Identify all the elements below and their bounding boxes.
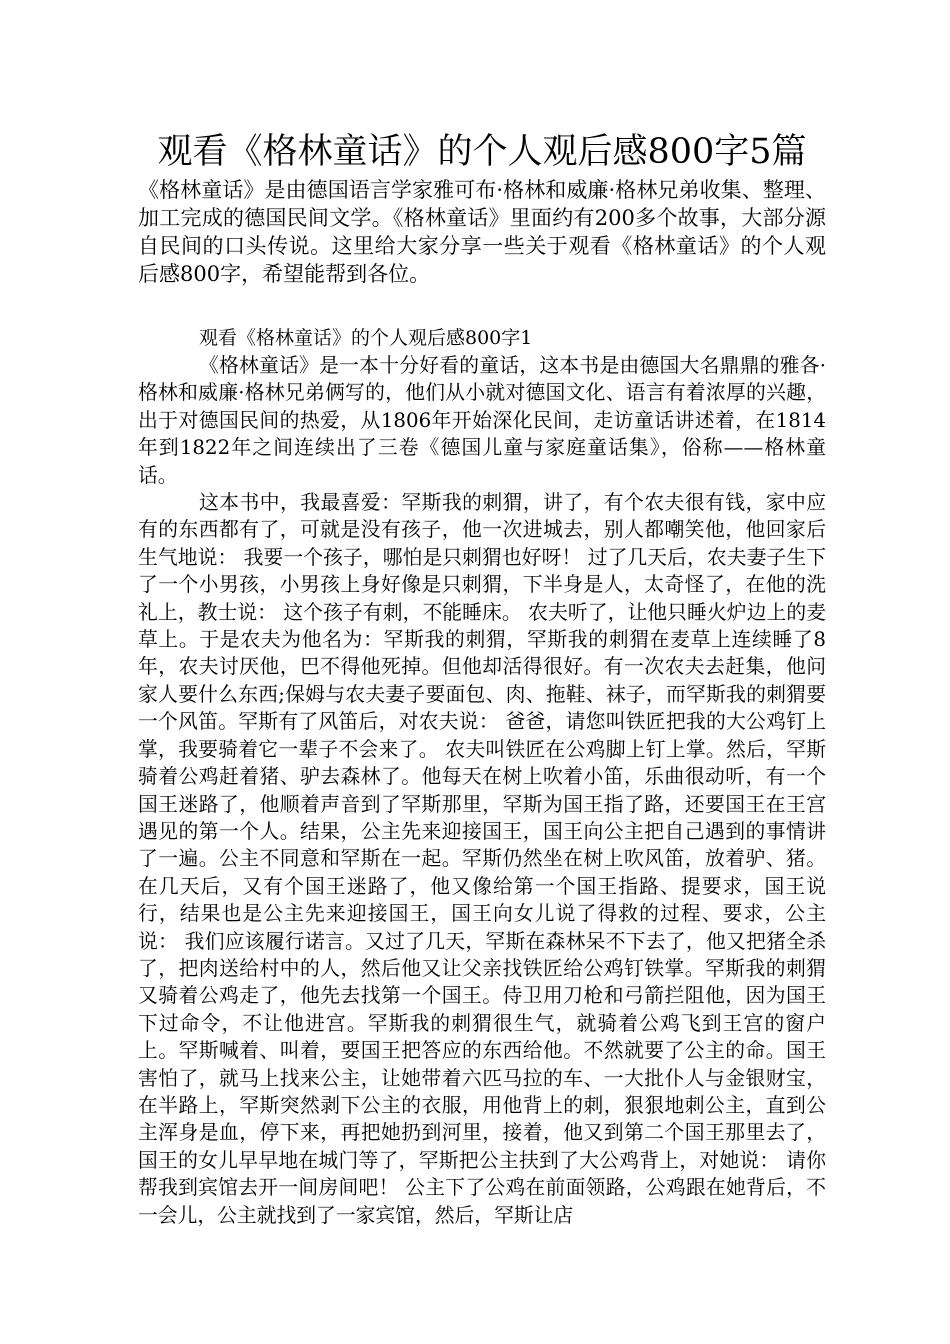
document-title: 观看《格林童话》的个人观后感800字5篇 bbox=[157, 132, 807, 172]
body-paragraph: 《格林童话》是一本十分好看的童话，这本书是由德国大名鼎鼎的雅各·格林和威廉·格林兄弟俩写的，他们从小就对德国文化、语言有着浓厚的兴趣，出于对德国民间的热爱，从1806年开始深化民间，走访童话讲述着，在1814年到1822年之间连续出了三卷《德国儿童与家庭童话集》，俗称——格林童话。 bbox=[138, 354, 826, 487]
section-heading: 观看《格林童话》的个人观后感800字1 bbox=[199, 327, 533, 349]
intro-paragraph: 《格林童话》是由德国语言学家雅可布·格林和威廉·格林兄弟收集、整理、加工完成的德国民间文学。《格林童话》里面约有200多个故事，大部分源自民间的口头传说。这里给大家分享一些关于观看《格林童话》的个人观后感800字，希望能帮到各位。 bbox=[138, 178, 826, 286]
body-paragraph: 这本书中，我最喜爱：罕斯我的刺猬，讲了，有个农夫很有钱，家中应有的东西都有了，可就是没有孩子，他一次进城去，别人都嘲笑他，他回家后生气地说： 我要一个孩子，哪怕是只刺猬也好呀！ 过了几天后，农夫妻子生下了一个小男孩，小男孩上身好像是只刺猬，下半身是人，太奇怪了，在他的洗礼上，教士说： 这个孩子有刺，不能睡床。 农夫听了，让他只睡火炉边上的麦草上。于是农夫为他名为：罕斯我的刺猬，罕斯我的刺猬在麦草上连续睡了8年，农夫讨厌他，巴不得他死掉。但他却活得很好。有一次农夫去赶集，他问家人要什么东西;保姆与农夫妻子要面包、肉、拖鞋、袜子，而罕斯我的刺猬要一个风笛。罕斯有了风笛后，对农夫说： 爸爸，请您叫铁匠把我的大公鸡钉上掌，我要骑着它一辈子不会来了。 农夫叫铁匠在公鸡脚上钉上掌。然后，罕斯骑着公鸡赶着猪、驴去森林了。他每天在树上吹着小笛，乐曲很动听，有一个国王迷路了，他顺着声音到了罕斯那里，罕斯为国王指了路，还要国王在王宫遇见的第一个人。结果，公主先来迎接国王，国王向公主把自己遇到的事情讲了一遍。公主不同意和罕斯在一起。罕斯仍然坐在树上吹风笛，放着驴、猪。在几天后，又有个国王迷路了，他又像给第一个国王指路、提要求，国王说行，结果也是公主先来迎接国王，国王向女儿说了得救的过程、要求，公主说： 我们应该履行诺言。又过了几天，罕斯在森林呆不下去了，他又把猪全杀了，把肉送给村中的人，然后他又让父亲找铁匠给公鸡钉铁掌。罕斯我的刺猬又骑着公鸡走了，他先去找第一个国王。侍卫用刀枪和弓箭拦阻他，因为国王下过命令，不让他进宫。罕斯我的刺猬很生气，就骑着公鸡飞到王宫的窗户上。罕斯喊着、叫着，要国王把答应的东西给他。不然就要了公主的命。国王害怕了，就马上找来公主，让她带着六匹马拉的车、一大批仆人与金银财宝，在半路上，罕斯突然剥下公主的衣服，用他背上的刺，狠狠地刺公主，直到公主浑身是血，停下来，再把她扔到河里，接着，他又到第二个国王那里去了，国王的女儿早早地在城门等了，罕斯把公主扶到了大公鸡背上，对她说： 请你帮我到宾馆去开一间房间吧！ 公主下了公鸡在前面领路，公鸡跟在她背后，不一会儿，公主就找到了一家宾馆，然后，罕斯让店 bbox=[138, 491, 826, 1227]
section-spacer bbox=[138, 288, 826, 324]
document-page bbox=[138, 128, 826, 1229]
